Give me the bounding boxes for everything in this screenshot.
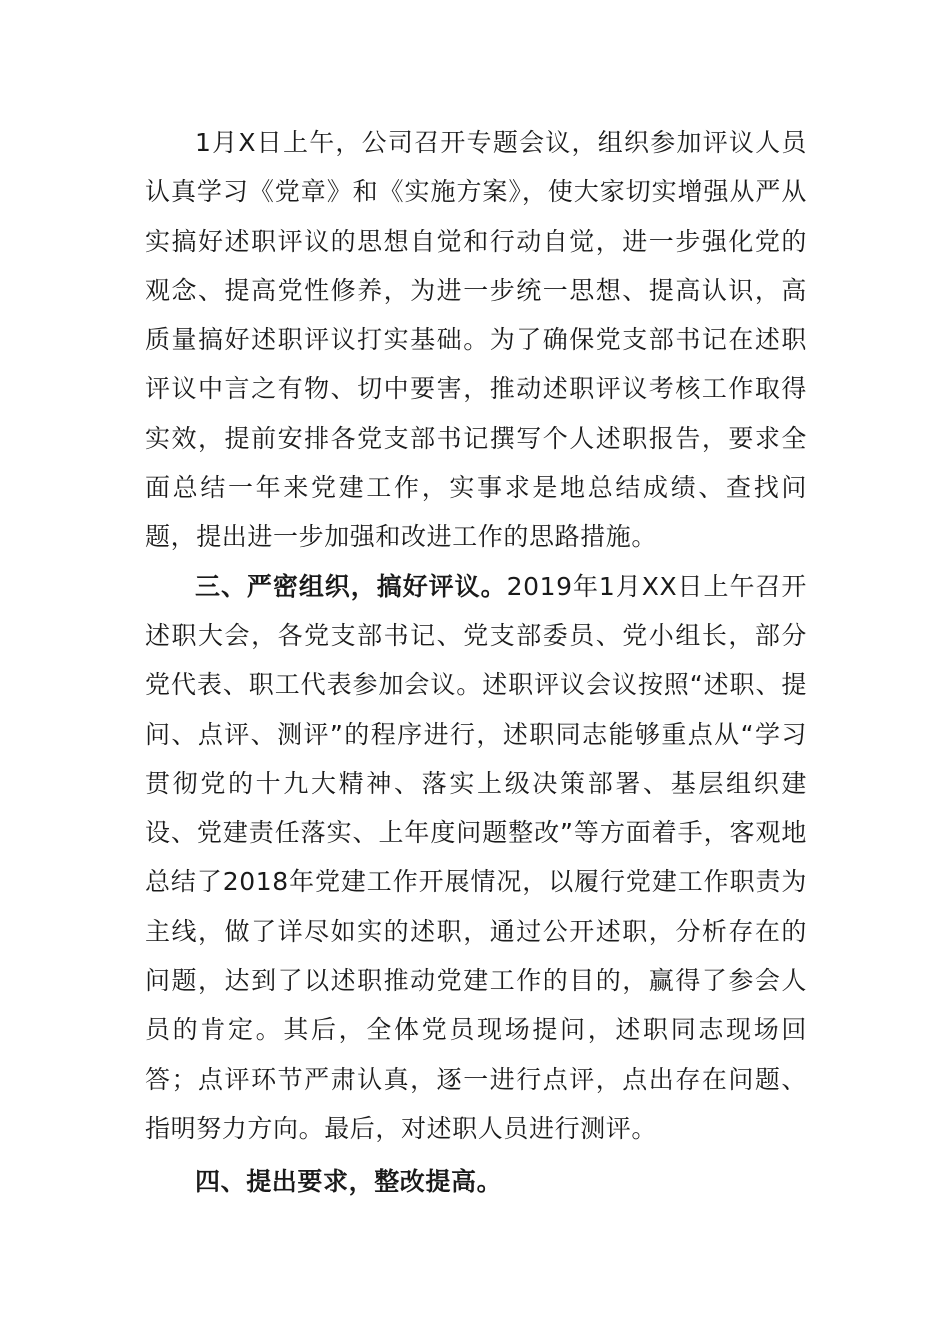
document-page bbox=[145, 118, 807, 1207]
section-3-body: 2019年1月XX日上午召开述职大会，各党支部书记、党支部委员、党小组长，部分党代表、职工代表参加会议。述职评议会议按照“述职、提问、点评、测评”的程序进行，述职同志能够重点从“学习贯彻党的十九大精神、落实上级决策部署、基层组织建设、党建责任落实、上年度问题整改”等方面着手，客观地总结了2018年党建工作开展情况，以履行党建工作职责为主线，做了详尽如实的述职，通过公开述职，分析存在的问题，达到了以述职推动党建工作的目的，赢得了参会人员的肯定。其后，全体党员现场提问，述职同志现场回答；点评环节严肃认真，逐一进行点评，点出存在问题、指明努力方向。最后，对述职人员进行测评。 bbox=[145, 571, 808, 1143]
section-3-heading: 三、严密组织，搞好评议。 bbox=[195, 571, 507, 601]
paragraph-section-3 bbox=[145, 562, 807, 1154]
paragraph-study-session: 1月X日上午，公司召开专题会议，组织参加评议人员认真学习《党章》和《实施方案》，使大家切实增强从严从实搞好述职评议的思想自觉和行动自觉，进一步强化党的观念、提高党性修养，为进一步统一思想、提高认识，高质量搞好述职评议打实基础。为了确保党支部书记在述职评议中言之有物、切中要害，推动述职评议考核工作取得实效，提前安排各党支部书记撰写个人述职报告，要求全面总结一年来党建工作，实事求是地总结成绩、查找问题，提出进一步加强和改进工作的思路措施。 bbox=[145, 128, 807, 552]
section-4-heading: 四、提出要求，整改提高。 bbox=[195, 1167, 503, 1197]
